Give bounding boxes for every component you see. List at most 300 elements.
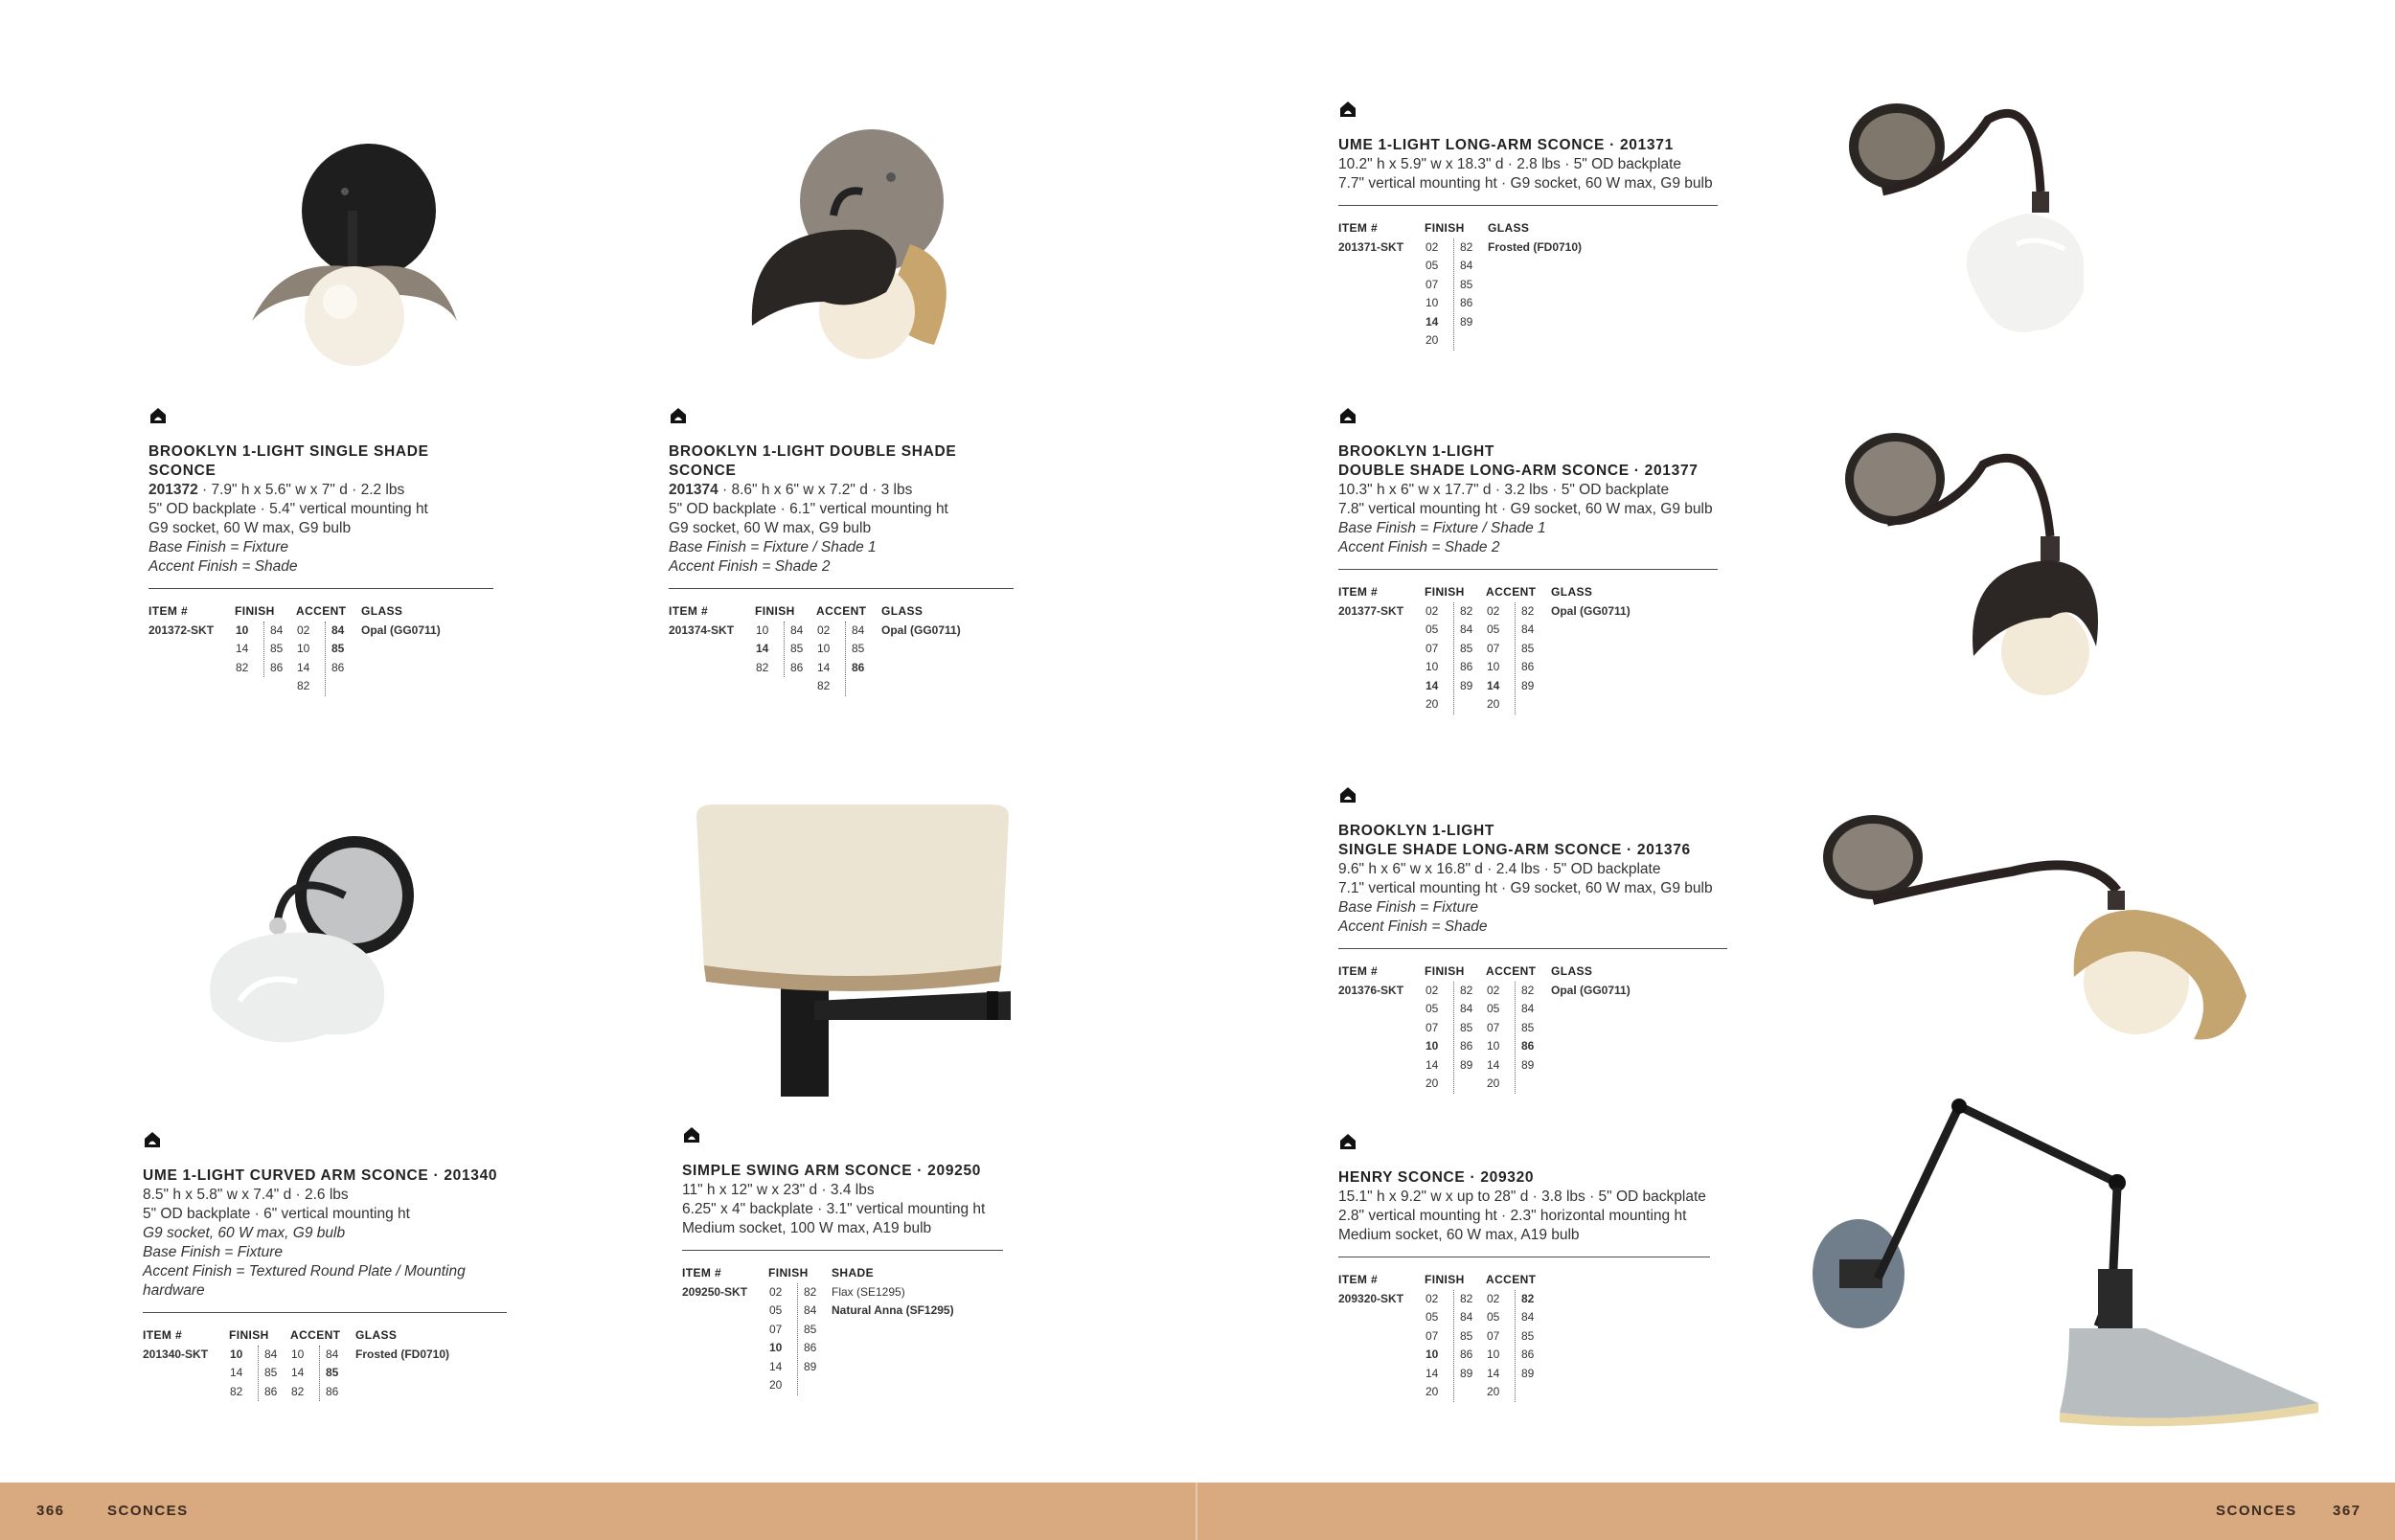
finish-code: 07 <box>1426 641 1439 655</box>
finish-code: 85 <box>1460 1020 1473 1034</box>
finish-code: 84 <box>331 623 345 637</box>
product-number: 201374 <box>669 482 718 498</box>
finish-code: 07 <box>1487 641 1500 655</box>
title-part: 201340 <box>444 1167 498 1184</box>
glass-header: GLASS <box>881 604 924 618</box>
product-spec-line <box>1338 1226 1710 1245</box>
finish-code: 89 <box>804 1359 817 1373</box>
product-spec-line <box>1338 174 1718 193</box>
finish-column <box>1425 962 1486 1094</box>
finish-column-left <box>755 622 785 678</box>
item-code: 201340-SKT <box>143 1347 209 1361</box>
finish-code: 89 <box>1460 1366 1473 1380</box>
finish-code: 10 <box>291 1347 305 1361</box>
title-part: UME 1-LIGHT LONG-ARM SCONCE <box>1338 137 1606 153</box>
finish-code: 85 <box>804 1322 817 1336</box>
finish-column <box>768 1264 830 1395</box>
finish-code: 84 <box>852 623 865 637</box>
accent-column-left <box>290 1346 320 1402</box>
finish-code: 02 <box>1487 1291 1500 1305</box>
product-number: 201372 <box>148 482 198 498</box>
accent-column-header: ACCENT <box>816 604 867 618</box>
item-column <box>1338 219 1425 257</box>
page-footer-band <box>0 1483 2395 1540</box>
finish-code <box>804 1376 827 1395</box>
product-spec-line <box>1338 917 1727 937</box>
finish-column-right <box>1454 602 1483 714</box>
product-photo-201376 <box>1820 814 2251 1063</box>
divider-rule <box>669 588 1014 589</box>
finish-code: 86 <box>1521 1039 1535 1053</box>
item-header: ITEM # <box>682 1266 722 1280</box>
glass-option: Opal (GG0711) <box>1551 983 1631 997</box>
finish-code: 84 <box>1460 259 1473 272</box>
finish-code: 89 <box>1521 1057 1535 1072</box>
finish-column-header: FINISH <box>1425 585 1465 599</box>
finish-code: 07 <box>769 1322 783 1336</box>
product-title <box>148 442 493 481</box>
product-block-209250 <box>682 1125 1003 1395</box>
item-code: 201371-SKT <box>1338 239 1404 254</box>
product-block-201371 <box>1338 100 1718 351</box>
finish-code: 82 <box>1460 983 1473 997</box>
finish-code: 10 <box>1487 660 1500 673</box>
product-spec-line <box>682 1219 1003 1238</box>
accent-column <box>1486 583 1549 714</box>
finish-code: 07 <box>1487 1328 1500 1343</box>
finish-code: 10 <box>817 642 831 655</box>
finish-column-cells <box>755 622 816 678</box>
finish-code: 10 <box>1426 1348 1439 1361</box>
finish-code <box>1460 331 1483 351</box>
product-spec-line <box>148 538 493 557</box>
home-icon <box>1338 406 1357 425</box>
item-column <box>682 1264 768 1302</box>
finish-code: 86 <box>1521 1348 1535 1361</box>
glass-option: Natural Anna (SF1295) <box>832 1303 954 1317</box>
glass-header: GLASS <box>1488 221 1530 235</box>
finish-column-right <box>798 1283 827 1395</box>
accent-column-cells <box>1486 982 1549 1094</box>
spec-text: Base Finish = Fixture <box>148 539 289 555</box>
product-spec-line <box>669 500 1014 519</box>
finish-code: 10 <box>236 623 249 637</box>
spec-text: 15.1" h x 9.2" w x up to 28" d · 3.8 lbs · 5" OD backplate <box>1338 1189 1706 1205</box>
finish-column-right <box>1454 238 1483 351</box>
item-code: 201376-SKT <box>1338 983 1404 997</box>
finish-code: 05 <box>1426 1002 1439 1015</box>
title-part: 209250 <box>927 1163 982 1179</box>
accent-column-cells <box>1486 1290 1549 1402</box>
finish-code: 82 <box>756 660 769 674</box>
spec-text: 5" OD backplate · 5.4" vertical mounting ht <box>148 501 428 517</box>
finish-column <box>235 602 296 677</box>
finish-column-header: FINISH <box>755 604 795 618</box>
product-spec-line <box>1338 481 1718 500</box>
finish-code: 86 <box>852 660 865 674</box>
finish-code: 02 <box>1487 603 1500 618</box>
finish-column-header: FINISH <box>229 1328 269 1342</box>
product-title <box>1338 1168 1710 1188</box>
glass-header: SHADE <box>832 1266 875 1280</box>
product-photo-209250 <box>695 804 1011 1106</box>
spec-table <box>148 602 493 696</box>
title-part: · <box>1465 1169 1481 1186</box>
title-part: · <box>1622 842 1637 858</box>
finish-code: 82 <box>1460 1291 1473 1305</box>
finish-column-header: FINISH <box>1425 221 1465 235</box>
finish-column-left <box>768 1283 798 1395</box>
product-spec-line <box>1338 538 1718 557</box>
title-part: 209320 <box>1480 1169 1535 1186</box>
home-icon <box>669 406 688 425</box>
spec-text: 2.8" vertical mounting ht · 2.3" horizontal mounting ht <box>1338 1208 1687 1224</box>
page-gutter <box>1196 1483 1198 1540</box>
finish-code: 85 <box>790 642 804 655</box>
finish-code: 86 <box>270 660 284 674</box>
spec-text: 10.3" h x 6" w x 17.7" d · 3.2 lbs · 5" OD backplate <box>1338 482 1670 498</box>
item-header: ITEM # <box>1338 964 1379 978</box>
finish-column-header: FINISH <box>1425 964 1465 978</box>
right-section-title: SCONCES <box>2216 1503 2297 1519</box>
finish-column-header: FINISH <box>1425 1273 1465 1286</box>
glass-column <box>1549 962 1631 1000</box>
finish-code: 84 <box>1521 1002 1535 1015</box>
item-code: 201372-SKT <box>148 623 215 637</box>
home-icon <box>143 1130 162 1149</box>
finish-code <box>1521 1383 1544 1402</box>
glass-option: Frosted (FD0710) <box>355 1347 450 1361</box>
product-photo-201377 <box>1839 426 2098 713</box>
finish-column-cells <box>1425 602 1486 714</box>
product-spec-line <box>669 557 1014 577</box>
finish-code: 14 <box>1487 1366 1500 1380</box>
product-spec-line <box>143 1186 507 1205</box>
finish-column-cells <box>235 622 296 678</box>
finish-code: 10 <box>1487 1348 1500 1361</box>
finish-code: 86 <box>790 660 804 674</box>
finish-code: 05 <box>1487 1002 1500 1015</box>
title-part: DOUBLE SHADE LONG-ARM SCONCE <box>1338 463 1630 479</box>
spec-text: 5" OD backplate · 6" vertical mounting ht <box>143 1206 410 1222</box>
finish-code: 02 <box>1426 239 1439 254</box>
accent-column-right <box>320 1346 349 1402</box>
finish-code <box>1460 1383 1483 1402</box>
left-section-title: SCONCES <box>107 1503 189 1519</box>
finish-column-left <box>1425 1290 1454 1402</box>
finish-column-right <box>1454 1290 1483 1402</box>
finish-code: 02 <box>769 1284 783 1299</box>
finish-column-right <box>264 622 293 678</box>
finish-code: 89 <box>1521 1366 1535 1380</box>
product-photo-201340 <box>201 828 422 1063</box>
home-icon <box>1338 100 1357 119</box>
finish-code: 85 <box>1521 641 1535 655</box>
finish-column-right <box>259 1346 287 1402</box>
divider-rule <box>148 588 493 589</box>
title-part: · <box>1629 463 1645 479</box>
accent-column-header: ACCENT <box>296 604 347 618</box>
divider-rule <box>682 1250 1003 1251</box>
finish-code: 86 <box>1460 1348 1473 1361</box>
finish-code: 05 <box>1426 1310 1439 1324</box>
accent-column-left <box>1486 602 1516 714</box>
title-part: · <box>1605 137 1620 153</box>
accent-column <box>1486 1271 1549 1402</box>
finish-column-cells <box>1425 982 1486 1094</box>
product-photo-201374 <box>747 120 987 374</box>
finish-code: 84 <box>264 1347 278 1361</box>
accent-column-right <box>1516 982 1544 1094</box>
accent-column-cells <box>296 622 359 696</box>
spec-table <box>1338 1271 1710 1402</box>
finish-column-cells <box>1425 238 1486 351</box>
finish-code: 02 <box>297 623 310 637</box>
finish-code: 84 <box>804 1303 817 1317</box>
finish-code: 05 <box>1487 1310 1500 1324</box>
finish-code: 86 <box>264 1384 278 1398</box>
glass-header: GLASS <box>361 604 403 618</box>
product-spec-line <box>682 1200 1003 1219</box>
item-column <box>1338 583 1425 621</box>
finish-code: 14 <box>1487 678 1500 692</box>
finish-code: 86 <box>1460 296 1473 309</box>
accent-column-right <box>1516 602 1544 714</box>
finish-code: 84 <box>1521 623 1535 636</box>
finish-code: 82 <box>804 1284 817 1299</box>
item-header: ITEM # <box>1338 221 1379 235</box>
product-block-201372 <box>148 406 493 696</box>
accent-column-right <box>1516 1290 1544 1402</box>
finish-code: 85 <box>1521 1328 1535 1343</box>
glass-column <box>359 602 441 640</box>
product-spec-line <box>143 1243 507 1262</box>
spec-table <box>1338 962 1727 1094</box>
glass-header: GLASS <box>355 1328 398 1342</box>
title-part: 201371 <box>1619 137 1674 153</box>
finish-code: 85 <box>1460 277 1473 291</box>
finish-code: 85 <box>264 1366 278 1379</box>
accent-column-cells <box>816 622 879 696</box>
spec-text: G9 socket, 60 W max, G9 bulb <box>669 520 872 536</box>
product-spec-line <box>1338 519 1718 538</box>
finish-code: 05 <box>1426 259 1439 272</box>
product-title-line-1: BROOKLYN 1-LIGHT <box>1338 823 1495 839</box>
home-icon <box>682 1125 701 1144</box>
product-spec-line <box>148 557 493 577</box>
finish-code: 10 <box>1426 660 1439 673</box>
product-spec-line <box>1338 879 1727 898</box>
finish-column-header: FINISH <box>768 1266 809 1280</box>
finish-code: 84 <box>1460 623 1473 636</box>
glass-column <box>1486 219 1582 257</box>
spec-text: 7.7" vertical mounting ht · G9 socket, 60 W max, G9 bulb <box>1338 175 1713 192</box>
spec-text: Base Finish = Fixture <box>1338 899 1479 916</box>
finish-code: 85 <box>852 642 865 655</box>
finish-code: 84 <box>1521 1310 1535 1324</box>
finish-code: 82 <box>1521 603 1535 618</box>
finish-code: 85 <box>270 642 284 655</box>
title-part: BROOKLYN 1-LIGHT DOUBLE SHADE SCONCE <box>669 443 957 479</box>
accent-column-header: ACCENT <box>1486 585 1537 599</box>
finish-code <box>1460 1075 1483 1094</box>
finish-code: 84 <box>1460 1002 1473 1015</box>
spec-text: 11" h x 12" w x 23" d · 3.4 lbs <box>682 1182 875 1198</box>
finish-code: 86 <box>331 660 345 674</box>
glass-column <box>830 1264 954 1321</box>
finish-column <box>1425 219 1486 351</box>
product-photo-209320 <box>1782 1097 2328 1427</box>
finish-code: 10 <box>756 623 769 637</box>
spec-text: 6.25" x 4" backplate · 3.1" vertical mounting ht <box>682 1201 986 1217</box>
finish-code: 14 <box>230 1366 243 1379</box>
spec-text: G9 socket, 60 W max, G9 bulb <box>148 520 352 536</box>
item-code: 201374-SKT <box>669 623 735 637</box>
glass-column <box>1549 583 1631 621</box>
finish-code: 82 <box>291 1384 305 1398</box>
finish-code <box>331 677 354 696</box>
finish-column-header: FINISH <box>235 604 275 618</box>
item-column <box>1338 962 1425 1000</box>
finish-code: 20 <box>1426 333 1439 347</box>
finish-code: 14 <box>1426 1057 1439 1072</box>
finish-code: 85 <box>1460 1328 1473 1343</box>
finish-code: 10 <box>769 1341 783 1354</box>
item-code: 201377-SKT <box>1338 603 1404 618</box>
divider-rule <box>1338 569 1718 570</box>
title-part: 201377 <box>1644 463 1699 479</box>
finish-column <box>1425 1271 1486 1402</box>
finish-code: 82 <box>1521 1291 1535 1305</box>
finish-column-cells <box>229 1346 290 1402</box>
spec-text: 9.6" h x 6" w x 16.8" d · 2.4 lbs · 5" OD backplate <box>1338 861 1661 877</box>
finish-column-right <box>1454 982 1483 1094</box>
home-icon <box>148 406 168 425</box>
divider-rule <box>143 1312 507 1313</box>
spec-table <box>143 1326 507 1401</box>
glass-option: Opal (GG0711) <box>1551 603 1631 618</box>
finish-code: 82 <box>1460 603 1473 618</box>
finish-code: 07 <box>1426 277 1439 291</box>
glass-column <box>354 1326 449 1364</box>
finish-code <box>1521 1075 1544 1094</box>
finish-code: 85 <box>1460 641 1473 655</box>
product-photo-201371 <box>1844 101 2084 354</box>
product-spec-line <box>1338 1207 1710 1226</box>
finish-column-left <box>235 622 264 678</box>
finish-code: 89 <box>1521 678 1535 692</box>
product-spec-line <box>1338 500 1718 519</box>
finish-code: 07 <box>1487 1020 1500 1034</box>
finish-code: 05 <box>1426 623 1439 636</box>
spec-text: · 8.6" h x 6" w x 7.2" d · 3 lbs <box>718 482 913 498</box>
item-code: 209320-SKT <box>1338 1291 1404 1305</box>
item-column <box>669 602 755 640</box>
product-spec-line <box>1338 1188 1710 1207</box>
left-page-number: 366 <box>36 1503 65 1519</box>
finish-code: 14 <box>817 660 831 674</box>
divider-rule <box>1338 205 1718 206</box>
finish-code: 82 <box>1521 983 1535 997</box>
glass-header: GLASS <box>1551 964 1593 978</box>
finish-code: 14 <box>291 1366 305 1379</box>
spec-text: Accent Finish = Shade <box>148 558 298 575</box>
home-icon <box>1338 785 1357 804</box>
finish-column-cells <box>1425 1290 1486 1402</box>
glass-header: GLASS <box>1551 585 1593 599</box>
product-spec-line <box>148 481 493 500</box>
finish-code: 20 <box>1426 697 1439 711</box>
accent-column-cells <box>1486 602 1549 714</box>
spec-table <box>1338 583 1718 714</box>
glass-column <box>879 602 961 640</box>
item-code: 209250-SKT <box>682 1284 748 1299</box>
finish-code: 20 <box>1487 1076 1500 1090</box>
accent-column <box>290 1326 354 1401</box>
finish-code: 82 <box>230 1384 243 1398</box>
product-spec-line <box>1338 155 1718 174</box>
product-spec-line <box>1338 898 1727 917</box>
spec-table <box>1338 219 1718 351</box>
item-column <box>1338 1271 1425 1308</box>
spec-text: Base Finish = Fixture / Shade 1 <box>1338 520 1546 536</box>
finish-code: 05 <box>769 1303 783 1317</box>
glass-option: Flax (SE1295) <box>832 1284 905 1299</box>
spec-table <box>682 1264 1003 1395</box>
finish-code: 02 <box>1487 983 1500 997</box>
finish-code: 86 <box>326 1384 339 1398</box>
finish-code: 86 <box>804 1341 817 1354</box>
accent-column-right <box>846 622 875 696</box>
spec-text: Accent Finish = Textured Round Plate / Mounting hardware <box>143 1263 466 1299</box>
glass-option: Opal (GG0711) <box>361 623 441 637</box>
finish-code: 10 <box>297 642 310 655</box>
right-page-number: 367 <box>2333 1503 2361 1519</box>
finish-code: 05 <box>1487 623 1500 636</box>
finish-code: 07 <box>1426 1020 1439 1034</box>
finish-column <box>755 602 816 677</box>
finish-code <box>1521 695 1544 714</box>
product-spec-line <box>669 481 1014 500</box>
finish-code: 85 <box>1521 1020 1535 1034</box>
finish-code: 14 <box>1487 1057 1500 1072</box>
finish-code: 84 <box>270 623 284 637</box>
finish-column-left <box>229 1346 259 1402</box>
product-spec-line <box>669 538 1014 557</box>
finish-code: 89 <box>1460 678 1473 692</box>
finish-column <box>229 1326 290 1401</box>
spec-text: Base Finish = Fixture <box>143 1244 284 1260</box>
spec-text: 7.8" vertical mounting ht · G9 socket, 60 W max, G9 bulb <box>1338 501 1713 517</box>
product-spec-line <box>682 1181 1003 1200</box>
finish-code: 14 <box>297 660 310 674</box>
title-part: UME 1-LIGHT CURVED ARM SCONCE <box>143 1167 429 1184</box>
finish-code: 85 <box>331 642 345 655</box>
finish-code: 02 <box>1426 603 1439 618</box>
product-spec-line <box>669 519 1014 538</box>
item-header: ITEM # <box>1338 1273 1379 1286</box>
product-spec-line <box>143 1205 507 1224</box>
title-part: SIMPLE SWING ARM SCONCE <box>682 1163 913 1179</box>
finish-code: 10 <box>1487 1039 1500 1053</box>
accent-column <box>1486 962 1549 1094</box>
accent-column-header: ACCENT <box>1486 964 1537 978</box>
product-title <box>143 1166 507 1186</box>
spec-text: 10.2" h x 5.9" w x 18.3" d · 2.8 lbs · 5" OD backplate <box>1338 156 1682 172</box>
product-title-line-2 <box>1338 462 1718 481</box>
finish-code: 14 <box>1426 1366 1439 1380</box>
spec-text: G9 socket, 60 W max, G9 bulb <box>143 1225 346 1241</box>
